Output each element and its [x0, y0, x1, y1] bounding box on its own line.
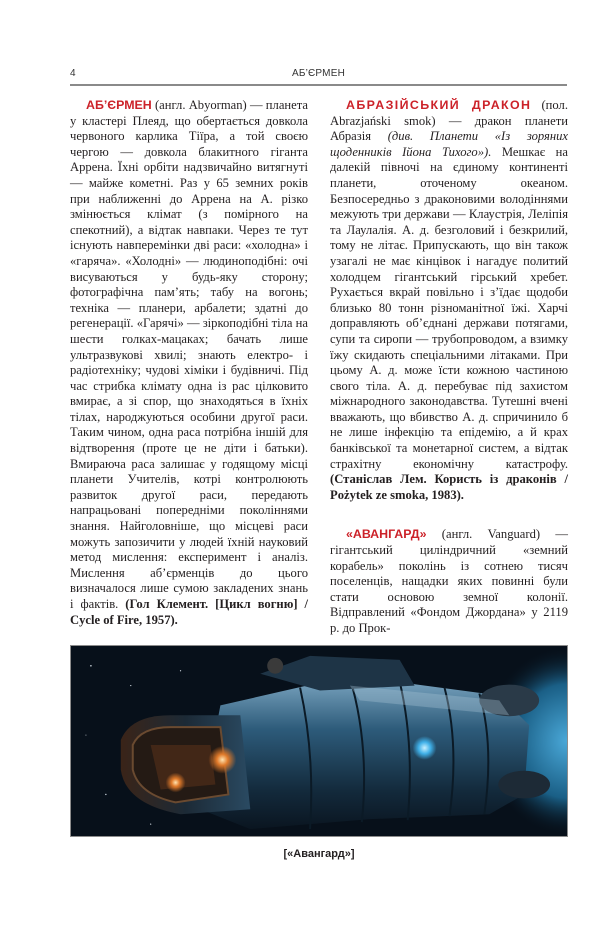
- entry-headword: АБРАЗІЙСЬКИЙ ДРАКОН: [346, 98, 532, 112]
- entry-source: (Станіслав Лем. Користь із драконів / Pożytek ze smoka, 1983).: [330, 472, 568, 502]
- entry-intro: (пол. Abrazjański smok) — дракон планети Абразія: [330, 98, 568, 144]
- entry-text: [70, 98, 308, 628]
- entry-text: [330, 527, 568, 636]
- spaceship-illustration: [71, 646, 567, 836]
- running-title: АБ’ЄРМЕН: [291, 68, 346, 79]
- entry-body: (англ. Vanguard) — гігантський циліндричний «земний корабель» поколінь із сотнею тисяч поселенців, нащадки яких повинні були стати основою земної колонії. Відправлений «Фондом Джордана» у 2119 р. до Прок-: [330, 527, 568, 635]
- entry-source: (Гол Клемент. [Цикл вогню] / Cycle of Fire, 1957).: [70, 597, 308, 627]
- left-column: [70, 98, 308, 628]
- entry-vanguard: [330, 527, 568, 636]
- entry-body: Мешкає на далекій півночі на єдиному континенті планети, оточеному океаном. Безпосередньо з драконовими володіннями межують три держави — Клаустрія, Лелiпія та Лаулалія. А. д. безголовий і безкрилий, тому не літає. Припускають, що він також узагалі не має кінцівок і нагадує политий холодцем гігантський гірський хребет. Рухається вкрай повільно і з’їдає щодоби близько 80 тонн різноманітної їжі. Харчі доправляють об’єднані держави потягами, супи та сиропи — трубопроводом, а взимку їжу скидають спеціальними літаками. При цьому А. д. може їсти кожною частиною свого тіла. А. д. перебуває під захистом міжнародного законодавства. Тутешні вчені вважають, що вбивство А. д. спричинило б не лише інфекцію та епідемію, а й крах банківської та монетарної систем, а відтак страхітну економічну катастрофу.: [330, 144, 569, 471]
- entry-text: [330, 98, 568, 503]
- header-rule: [70, 84, 567, 86]
- entry-abrazian-dragon: [330, 98, 568, 503]
- page-number: 4: [70, 68, 76, 79]
- entry-crossref: (див. Планети «Із зоряних щоденників Ійона Тихого»).: [330, 129, 568, 159]
- right-column: [330, 98, 568, 637]
- entry-abyorman: [70, 98, 308, 628]
- running-head: [70, 67, 567, 83]
- entry-headword: АБ’ЄРМЕН: [86, 98, 152, 112]
- vanguard-spaceship-image: [70, 645, 568, 837]
- entry-headword: «АВАНГАРД»: [346, 527, 427, 542]
- entry-body: (англ. Abyorman) — планета у кластері Плеяд, що обертається довкола червоного карлика Тіїра, а той своєю чергою — довкола блакитного гіганта Аррена. Їхні орбіти надзвичайно витягнуті — майже кометні. Раз у 65 земних років при наближенні до Аррена на А. різко змінюється клімат (з помірного на спекотний), а відтак навпаки. Через те тут існують навперемінки дві раси: «холодна» і «гаряча». «Холодні» — людиноподібні: очі висуваються у будь-яку сторону; фотографічна пам’ять; табу на вогонь; техніка — планери, арбалети; здатні до регенерації. «Гарячі» — зіркоподібні тіла на шести голках-мацаках; бачать лише ультразвукові хвилі; знають електро- і радіотехніку; чудові хіміки і будівничі. Під час стрибка клімату одна із рас цілковито вмирає, а зі спор, що знаходяться в їхніх тілах, народжуються особини другої раси. Таким чином, одна раса потрібна іншій для відтворення (проте це не діти і батьки). Вмираюча раса залишає у годящому місці планети Учителів, котрі контролюють развиток другої раси, передають напрацьовані попередніми поколіннями знання. Найголовніше, що місцеві раси можуть запозичити у людей їхній науковий метод мислення: експеримент і аналіз. Мислення аб’єрменців до цього визначалося лише сумою закладених знань і фактів.: [70, 98, 308, 611]
- figure-caption: [«Авангард»]: [283, 848, 355, 860]
